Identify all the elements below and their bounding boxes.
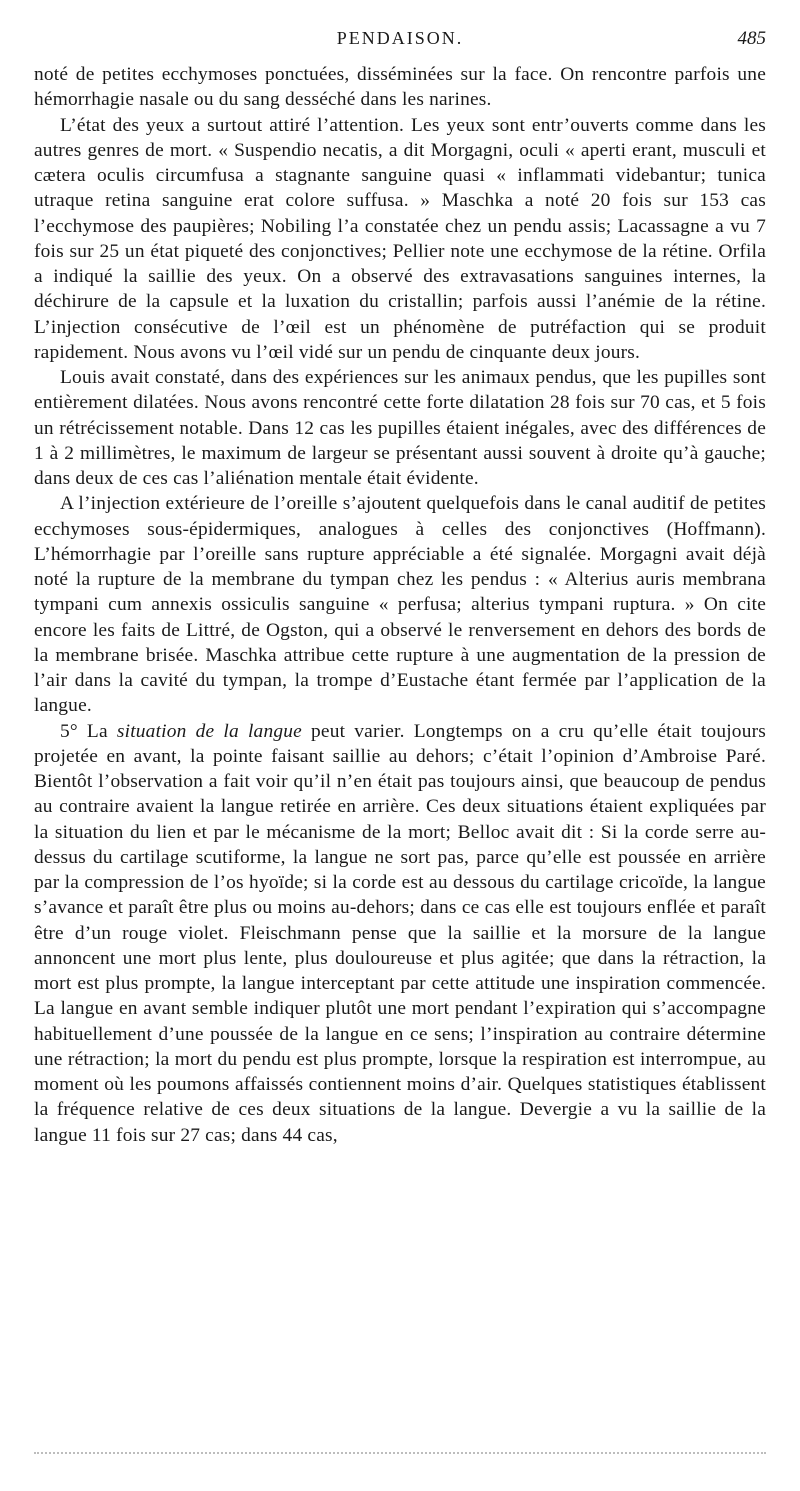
running-title: PENDAISON. [336, 28, 464, 48]
paragraph-tongue-situation [34, 719, 766, 1148]
paragraph-text: peut varier. Longtemps on a cru qu’elle était toujours projetée en avant, la pointe faisant saillie au dehors; c’était l’opinion d’Ambroise Paré. Bientôt l’observation a fait voir qu’il n’en était pas toujours ainsi, que beaucoup de pendus au contraire avaient la langue retirée en arrière. Ces deux situations étaient expliquées par la situation du lien et par le mécanisme de la mort; Belloc avait dit : Si la corde serre au-dessus du cartilage scutiforme, la langue ne sort pas, parce qu’elle est poussée en arrière par la compression de l’os hyoïde; si la corde est au dessous du cartilage cricoïde, la langue s’avance et paraît être plus ou moins au-dehors; dans ce cas elle est toujours enflée et paraît être d’un rouge violet. Fleischmann pense que la saillie et la morsure de la langue annoncent une mort plus lente, plus douloureuse et plus agitée; que dans la rétraction, la mort est plus prompte, la langue interceptant par cette attitude une inspiration commencée. La langue en avant semble indiquer plutôt une mort pendant l’expiration qui s’accompagne habituellement d’une poussée de la langue en ce sens; l’inspiration au contraire détermine une rétraction; la mort du pendu est plus prompte, lorsque la respiration est interrompue, au moment où les poumons affaissés contiennent moins d’air. Quelques statistiques établissent la fréquence relative de ces deux situations de la langue. Devergie a vu la saillie de la langue 11 fois sur 27 cas; dans 44 cas, [34, 720, 766, 1146]
paragraph-state-of-eyes [34, 113, 766, 366]
footer-dotted-rule [34, 1452, 766, 1454]
paragraph-text: Louis avait constaté, dans des expériences sur les animaux pendus, que les pupilles sont entièrement dilatées. Nous avons rencontré cette forte dilatation 28 fois sur 70 cas, et 5 fois un rétrécissement notable. Dans 12 cas les pupilles étaient inégales, avec des différences de 1 à 2 millimètres, le maximum de largeur se présentant aussi souvent à droite qu’à gauche; dans deux de ces cas l’aliénation mentale était évidente. [34, 367, 766, 489]
body-text [34, 62, 766, 1148]
paragraph-ear [34, 491, 766, 718]
paragraph-text: A l’injection extérieure de l’oreille s’ajoutent quelquefois dans le canal auditif de petites ecchymoses sous-épidermiques, analogues à celles des conjonctives (Hoffmann). L’hémorrhagie par l’oreille sans rupture appréciable a été signalée. Morgagni avait déjà noté la rupture de la membrane du tympan chez les pendus : « Alterius auris membrana tympani cum annexis ossiculis sanguine « perfusa; alterius tympani ruptura. » On cite encore les faits de Littré, de Ogston, qui a observé le renversement en dehors des bords de la membrane brisée. Maschka attribue cette rupture à une augmentation de la pression de l’air dans la cavité du tympan, la trompe d’Eustache étant fermée par l’application de la langue. [34, 493, 766, 717]
paragraph-text: L’état des yeux a surtout attiré l’attention. Les yeux sont entr’ouverts comme dans les autres genres de mort. « Suspendio necatis, a dit Morgagni, oculi « aperti erant, musculi et cætera oculis circumfusa a stagnante sanguine quasi « inflammati videbantur; tunica utraque retina sanguine erat colore suffusa. » Maschka a noté 20 fois sur 153 cas l’ecchymose des paupières; Nobiling l’a constatée chez un pendu assis; Lacassagne a vu 7 fois sur 25 un état piqueté des conjonctives; Pellier note une ecchymose de la rétine. Orfila a indiqué la saillie des yeux. On a observé des extravasations sanguines internes, la déchirure de la capsule et la luxation du cristallin; parfois aussi l’anémie de la rétine. L’injection consécutive de l’œil est un phénomène de putréfaction qui se produit rapidement. Nous avons vu l’œil vidé sur un pendu de cinquante deux jours. [34, 114, 766, 363]
running-head [34, 28, 766, 52]
page-number: 485 [737, 28, 766, 49]
paragraph-lead: 5° La [60, 720, 117, 742]
paragraph-italic-term: situation de la langue [116, 720, 302, 742]
paragraph-text: noté de petites ecchymoses ponctuées, disséminées sur la face. On rencontre parfois une hémorrhagie nasale ou du sang desséché dans les narines. [34, 64, 766, 111]
paragraph-pupils [34, 365, 766, 491]
paragraph-eyes-face-continuation [34, 62, 766, 113]
